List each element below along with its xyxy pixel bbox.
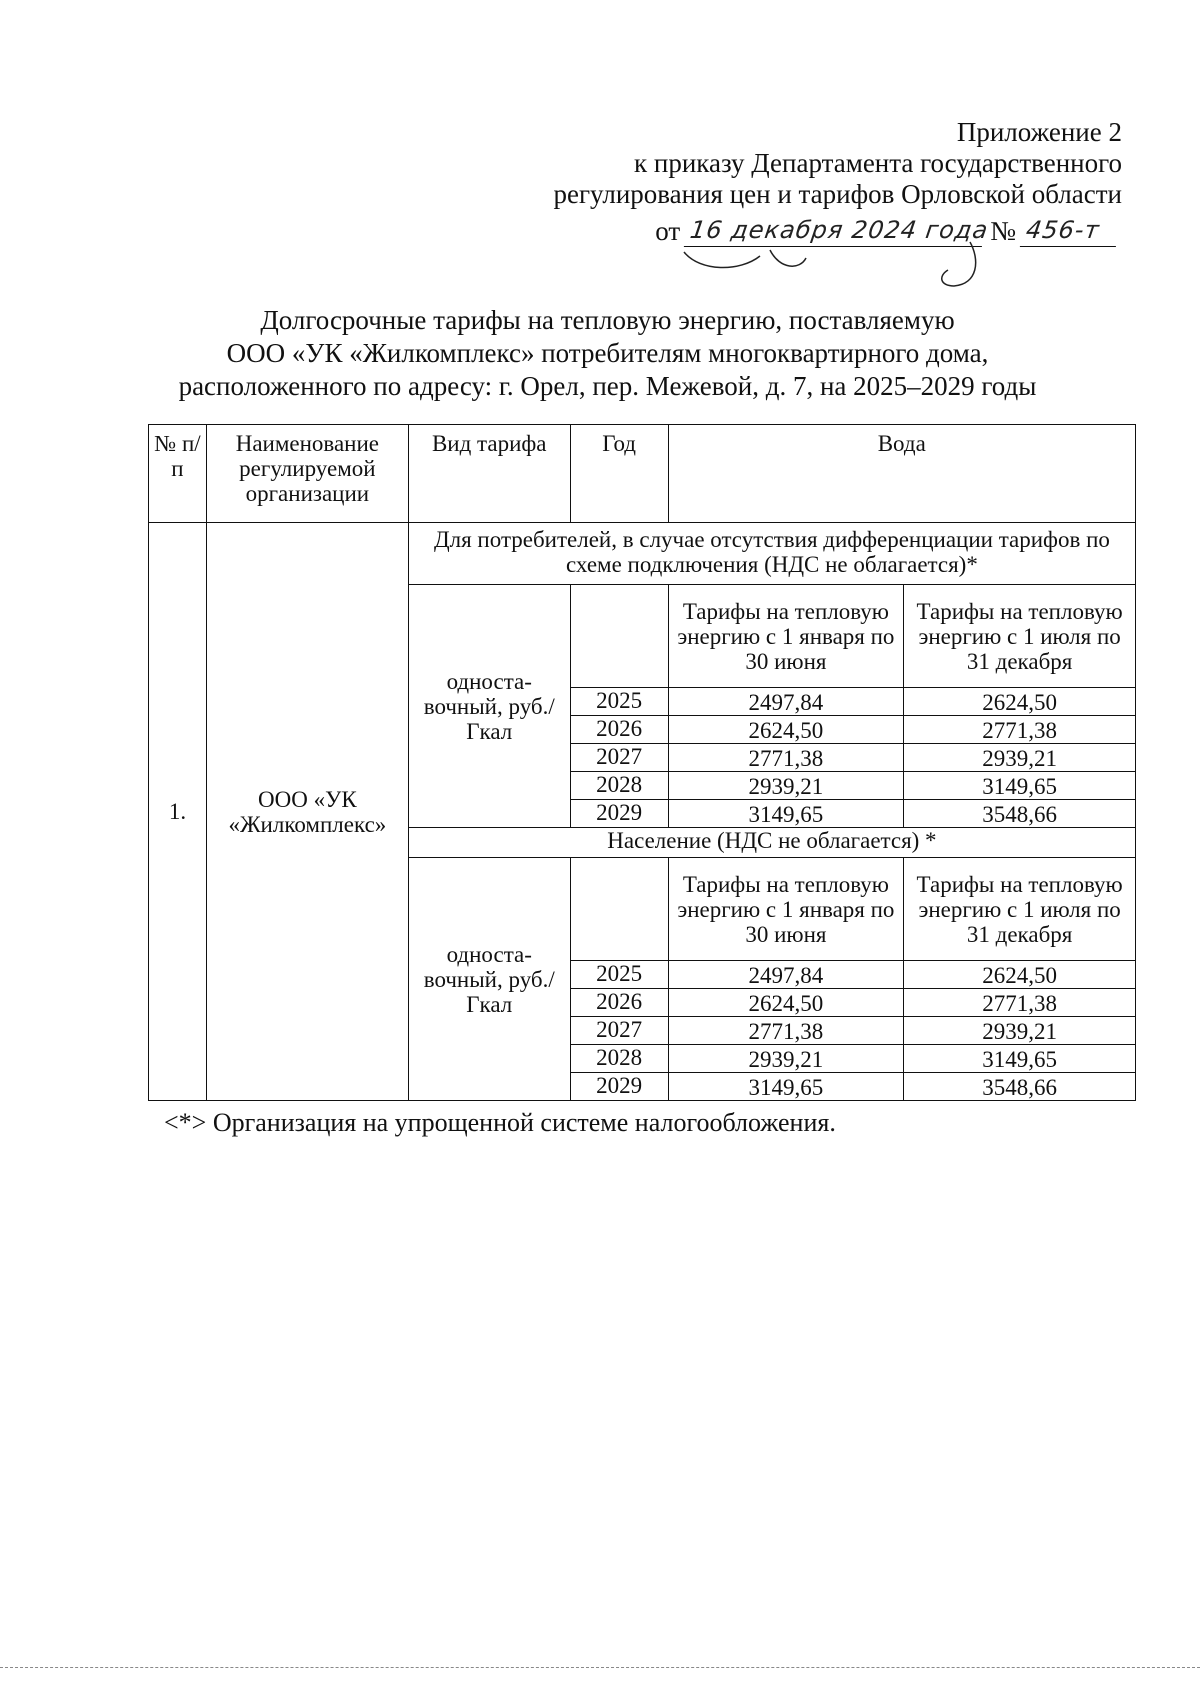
value-cell: 2939,21 xyxy=(668,772,904,800)
tariff-table xyxy=(148,424,1136,1101)
year-cell: 2029 xyxy=(570,800,668,828)
value-cell: 3149,65 xyxy=(668,1073,904,1101)
signature-loop-icon xyxy=(930,240,990,290)
title-line-2: ООО «УК «Жилкомплекс» потребителям многоквартирного дома, xyxy=(226,338,989,368)
empty-year-header xyxy=(570,858,668,961)
table-header-row xyxy=(149,425,1136,523)
number-label: № xyxy=(990,216,1016,246)
value-cell: 3149,65 xyxy=(904,1045,1136,1073)
table-row xyxy=(149,523,1136,585)
col-header-jan-jun: Тарифы на тепловую энергию с 1 января по 30 июня xyxy=(668,585,904,688)
value-cell: 3149,65 xyxy=(904,772,1136,800)
empty-year-header xyxy=(570,585,668,688)
from-label: от xyxy=(655,216,681,246)
value-cell: 2624,50 xyxy=(904,688,1136,716)
handwritten-number: 456-т xyxy=(1020,216,1120,247)
appendix-label: Приложение 2 xyxy=(956,117,1122,147)
value-cell: 3548,66 xyxy=(904,1073,1136,1101)
org-name: ООО «УК «Жилкомплекс» xyxy=(206,523,408,1101)
value-cell: 3149,65 xyxy=(668,800,904,828)
col-header-jan-jun: Тарифы на тепловую энергию с 1 января по 30 июня xyxy=(668,858,904,961)
col-header-jul-dec: Тарифы на тепловую энергию с 1 июля по 31 декабря xyxy=(904,585,1136,688)
section-caption: Население (НДС не облагается) * xyxy=(408,828,1135,858)
header-tariff-type: Вид тарифа xyxy=(408,425,570,523)
value-cell: 2624,50 xyxy=(904,961,1136,989)
value-cell: 2624,50 xyxy=(668,716,904,744)
value-cell: 3548,66 xyxy=(904,800,1136,828)
header-water: Вода xyxy=(668,425,1135,523)
department-line: регулирования цен и тарифов Орловской области xyxy=(553,179,1122,209)
year-cell: 2026 xyxy=(570,716,668,744)
value-cell: 2939,21 xyxy=(904,1017,1136,1045)
footnote: <*> Организация на упрощенной системе налогообложения. xyxy=(164,1108,836,1137)
page-bottom-rule xyxy=(0,1667,1200,1668)
document-title xyxy=(150,304,1065,403)
handwriting-flourish-icon xyxy=(680,246,810,276)
title-line-1: Долгосрочные тарифы на тепловую энергию, поставляемую xyxy=(260,305,955,335)
header-num: № п/п xyxy=(149,425,207,523)
row-number: 1. xyxy=(149,523,207,1101)
order-date-number xyxy=(655,207,1118,247)
value-cell: 2771,38 xyxy=(904,989,1136,1017)
value-cell: 2771,38 xyxy=(668,744,904,772)
value-cell: 2939,21 xyxy=(668,1045,904,1073)
year-cell: 2027 xyxy=(570,1017,668,1045)
year-cell: 2027 xyxy=(570,744,668,772)
col-header-jul-dec: Тарифы на тепловую энергию с 1 июля по 31 декабря xyxy=(904,858,1136,961)
order-reference-line: к приказу Департамента государственного xyxy=(634,148,1122,178)
value-cell: 2771,38 xyxy=(668,1017,904,1045)
value-cell: 2624,50 xyxy=(668,989,904,1017)
header-org: Наименование регулируемой организации xyxy=(206,425,408,523)
value-cell: 2939,21 xyxy=(904,744,1136,772)
tariff-type-cell: односта-вочный, руб./Гкал xyxy=(408,858,570,1101)
year-cell: 2025 xyxy=(570,688,668,716)
year-cell: 2029 xyxy=(570,1073,668,1101)
year-cell: 2026 xyxy=(570,989,668,1017)
handwritten-date: 16 декабря 2024 года xyxy=(684,216,986,247)
value-cell: 2497,84 xyxy=(668,961,904,989)
title-line-3: расположенного по адресу: г. Орел, пер. Межевой, д. 7, на 2025–2029 годы xyxy=(178,371,1037,401)
year-cell: 2025 xyxy=(570,961,668,989)
value-cell: 2771,38 xyxy=(904,716,1136,744)
year-cell: 2028 xyxy=(570,772,668,800)
header-year: Год xyxy=(570,425,668,523)
value-cell: 2497,84 xyxy=(668,688,904,716)
section-caption: Для потребителей, в случае отсутствия дифференциации тарифов по схеме подключения (НДС не облагается)* xyxy=(408,523,1135,585)
year-cell: 2028 xyxy=(570,1045,668,1073)
tariff-type-cell: односта-вочный, руб./Гкал xyxy=(408,585,570,828)
